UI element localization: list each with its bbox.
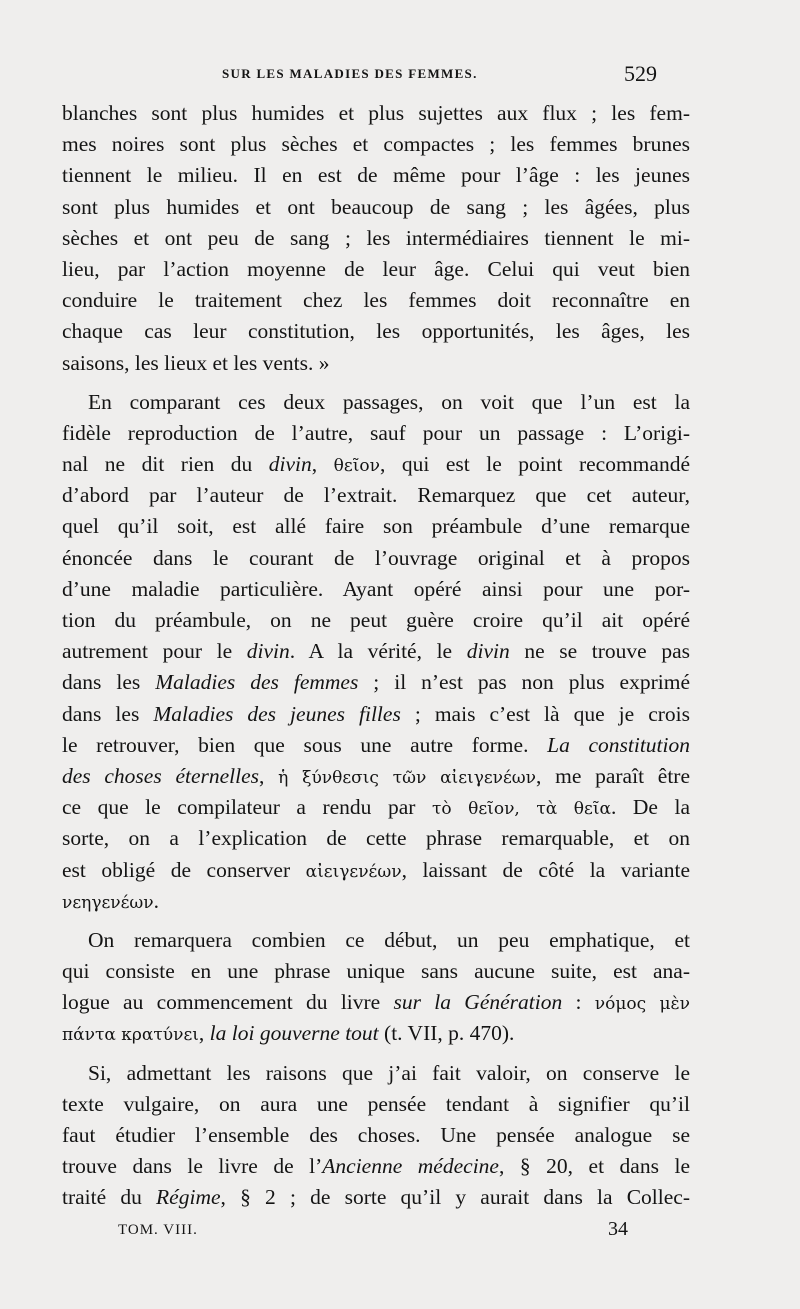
italic-text: Régime bbox=[156, 1185, 221, 1210]
text-line bbox=[62, 348, 690, 379]
text-segment: sorte, on a l’explication de cette phrase remarquable, et on bbox=[62, 826, 690, 851]
text-segment: faut étudier l’ensemble des choses. Une pensée analogue se bbox=[62, 1123, 690, 1147]
text-segment: , § 2 ; de sorte qu’il y aurait dans la Collec- bbox=[220, 1185, 690, 1210]
greek-text: νεηγενέων bbox=[62, 892, 154, 913]
text-line bbox=[62, 1018, 690, 1049]
text-line bbox=[62, 511, 690, 542]
greek-text: τὸ θεῖον, τὰ θεῖα bbox=[431, 799, 611, 820]
text-segment: autrement pour le bbox=[62, 639, 247, 664]
text-segment: d’une maladie particulière. Ayant opéré ainsi pour une por- bbox=[62, 576, 690, 601]
italic-text: sur la Génération bbox=[393, 990, 563, 1015]
text-line bbox=[62, 1182, 690, 1213]
text-line bbox=[62, 761, 690, 792]
text-line bbox=[62, 987, 690, 1018]
text-segment: ce que le compilateur a rendu par bbox=[62, 795, 432, 820]
italic-text: des choses éternelles bbox=[62, 763, 260, 788]
text-segment: texte vulgaire, on aura une pensée tendant à signifier qu’il bbox=[62, 1091, 690, 1116]
text-line bbox=[62, 1058, 690, 1089]
text-segment: Si, admettant les raisons que j’ai fait valoir, on conserve le bbox=[88, 1060, 690, 1085]
text-segment: traité du bbox=[62, 1185, 157, 1210]
text-line bbox=[62, 418, 690, 449]
text-line bbox=[62, 480, 690, 511]
text-line bbox=[62, 98, 690, 129]
text-line bbox=[62, 730, 690, 761]
text-segment: d’abord par l’auteur de l’extrait. Remarquez que cet auteur, bbox=[62, 483, 690, 508]
text-segment: trouve dans le livre de l’ bbox=[62, 1154, 323, 1179]
greek-text: πάντα κρατύνει bbox=[62, 1025, 199, 1046]
text-line bbox=[62, 316, 690, 347]
sheet-number: 34 bbox=[608, 1218, 628, 1240]
text-segment: énoncée dans le courant de l’ouvrage original et à propos bbox=[62, 545, 690, 570]
text-line bbox=[62, 285, 690, 316]
text-segment: qui consiste en une phrase unique sans aucune suite, est ana- bbox=[62, 959, 690, 984]
text-line bbox=[62, 886, 690, 917]
italic-text: Maladies des femmes bbox=[155, 670, 359, 695]
text-line bbox=[62, 667, 690, 698]
text-segment: . bbox=[153, 888, 160, 913]
text-segment: dans les bbox=[62, 701, 154, 726]
text-segment: le retrouver, bien que sous une autre forme. bbox=[62, 732, 548, 757]
text-line bbox=[62, 823, 690, 854]
text-line bbox=[62, 956, 690, 987]
text-segment: , laissant de côté la variante bbox=[401, 857, 690, 882]
italic-text: La constitution bbox=[547, 732, 690, 757]
italic-text: la loi gouverne tout bbox=[209, 1021, 379, 1046]
text-segment: ; mais c’est là que je crois bbox=[400, 701, 690, 726]
text-segment: sèches et ont peu de sang ; les intermédiaires tiennent le mi- bbox=[62, 225, 690, 250]
italic-text: divin bbox=[466, 639, 510, 664]
text-line bbox=[62, 636, 690, 667]
text-segment: ; il n’est pas non plus exprimé bbox=[358, 670, 690, 695]
page-header bbox=[0, 61, 800, 94]
text-line bbox=[62, 129, 690, 160]
text-line bbox=[62, 792, 690, 823]
text-line bbox=[62, 192, 690, 223]
text-segment: blanches sont plus humides et plus sujettes aux flux ; les fem- bbox=[62, 101, 690, 125]
text-segment: dans les bbox=[62, 670, 156, 695]
text-line bbox=[62, 160, 690, 191]
text-line bbox=[62, 1120, 690, 1151]
text-segment: . De la bbox=[610, 795, 690, 820]
text-segment: lieu, par l’action moyenne de leur âge. Celui qui veut bien bbox=[62, 256, 690, 281]
italic-text: Maladies des jeunes filles bbox=[153, 701, 401, 726]
text-line bbox=[62, 543, 690, 574]
text-segment: fidèle reproduction de l’autre, sauf pour un passage : L’origi- bbox=[62, 420, 690, 445]
greek-text: θεῖον bbox=[333, 456, 380, 477]
italic-text: divin bbox=[268, 452, 312, 477]
text-line bbox=[62, 254, 690, 285]
text-segment: logue au commencement du livre bbox=[62, 990, 394, 1015]
text-segment: , me paraît être bbox=[536, 763, 690, 788]
text-segment: saisons, les lieux et les vents. » bbox=[62, 350, 330, 375]
text-segment: , § 20, et dans le bbox=[498, 1154, 690, 1179]
text-segment: . A la vérité, le bbox=[289, 639, 467, 664]
text-segment: conduire le traitement chez les femmes doit reconnaître en bbox=[62, 288, 690, 313]
greek-text: ἡ ξύνθεσις τῶν αἰειγενέων bbox=[278, 767, 536, 788]
text-line bbox=[62, 387, 690, 418]
page-number: 529 bbox=[624, 61, 657, 86]
text-segment: , bbox=[311, 452, 334, 477]
text-line bbox=[62, 605, 690, 636]
text-segment: mes noires sont plus sèches et compactes ; les femmes brunes bbox=[62, 132, 690, 157]
italic-text: divin bbox=[246, 639, 290, 664]
text-segment: tiennent le milieu. Il en est de même pour l’âge : les jeunes bbox=[62, 163, 690, 188]
text-segment: chaque cas leur constitution, les opportunités, les âges, les bbox=[62, 319, 690, 344]
text-segment: sont plus humides et ont beaucoup de sang ; les âgées, plus bbox=[62, 194, 690, 219]
text-segment: , bbox=[198, 1021, 210, 1046]
page-footer bbox=[0, 1218, 800, 1248]
text-segment: On remarquera combien ce début, un peu emphatique, et bbox=[88, 927, 690, 952]
text-segment: est obligé de conserver bbox=[62, 857, 306, 882]
text-segment: , qui est le point recommandé bbox=[379, 452, 690, 477]
text-line bbox=[62, 925, 690, 956]
text-segment: nal ne dit rien du bbox=[62, 452, 269, 477]
text-line bbox=[62, 449, 690, 480]
text-segment: ne se trouve pas bbox=[509, 639, 690, 664]
text-segment: quel qu’il soit, est allé faire son préambule d’une remarque bbox=[62, 514, 690, 539]
greek-text: νόμος μὲν bbox=[594, 994, 690, 1015]
text-line bbox=[62, 1151, 690, 1182]
greek-text: αἰειγενέων bbox=[305, 861, 402, 882]
running-title: SUR LES MALADIES DES FEMMES. bbox=[222, 66, 478, 81]
signature-mark: TOM. VIII. bbox=[118, 1222, 198, 1238]
text-line bbox=[62, 574, 690, 605]
text-line bbox=[62, 699, 690, 730]
text-line bbox=[62, 223, 690, 254]
text-line bbox=[62, 855, 690, 886]
text-segment: : bbox=[562, 990, 595, 1015]
text-segment: tion du préambule, on ne peut guère croire qu’il ait opéré bbox=[62, 608, 690, 632]
text-segment: (t. VII, p. 470). bbox=[378, 1021, 515, 1046]
text-segment: En comparant ces deux passages, on voit que l’un est la bbox=[88, 389, 690, 414]
text-segment: , bbox=[259, 763, 279, 788]
body-text bbox=[62, 98, 690, 1214]
text-line bbox=[62, 1089, 690, 1120]
italic-text: Ancienne médecine bbox=[322, 1154, 499, 1179]
